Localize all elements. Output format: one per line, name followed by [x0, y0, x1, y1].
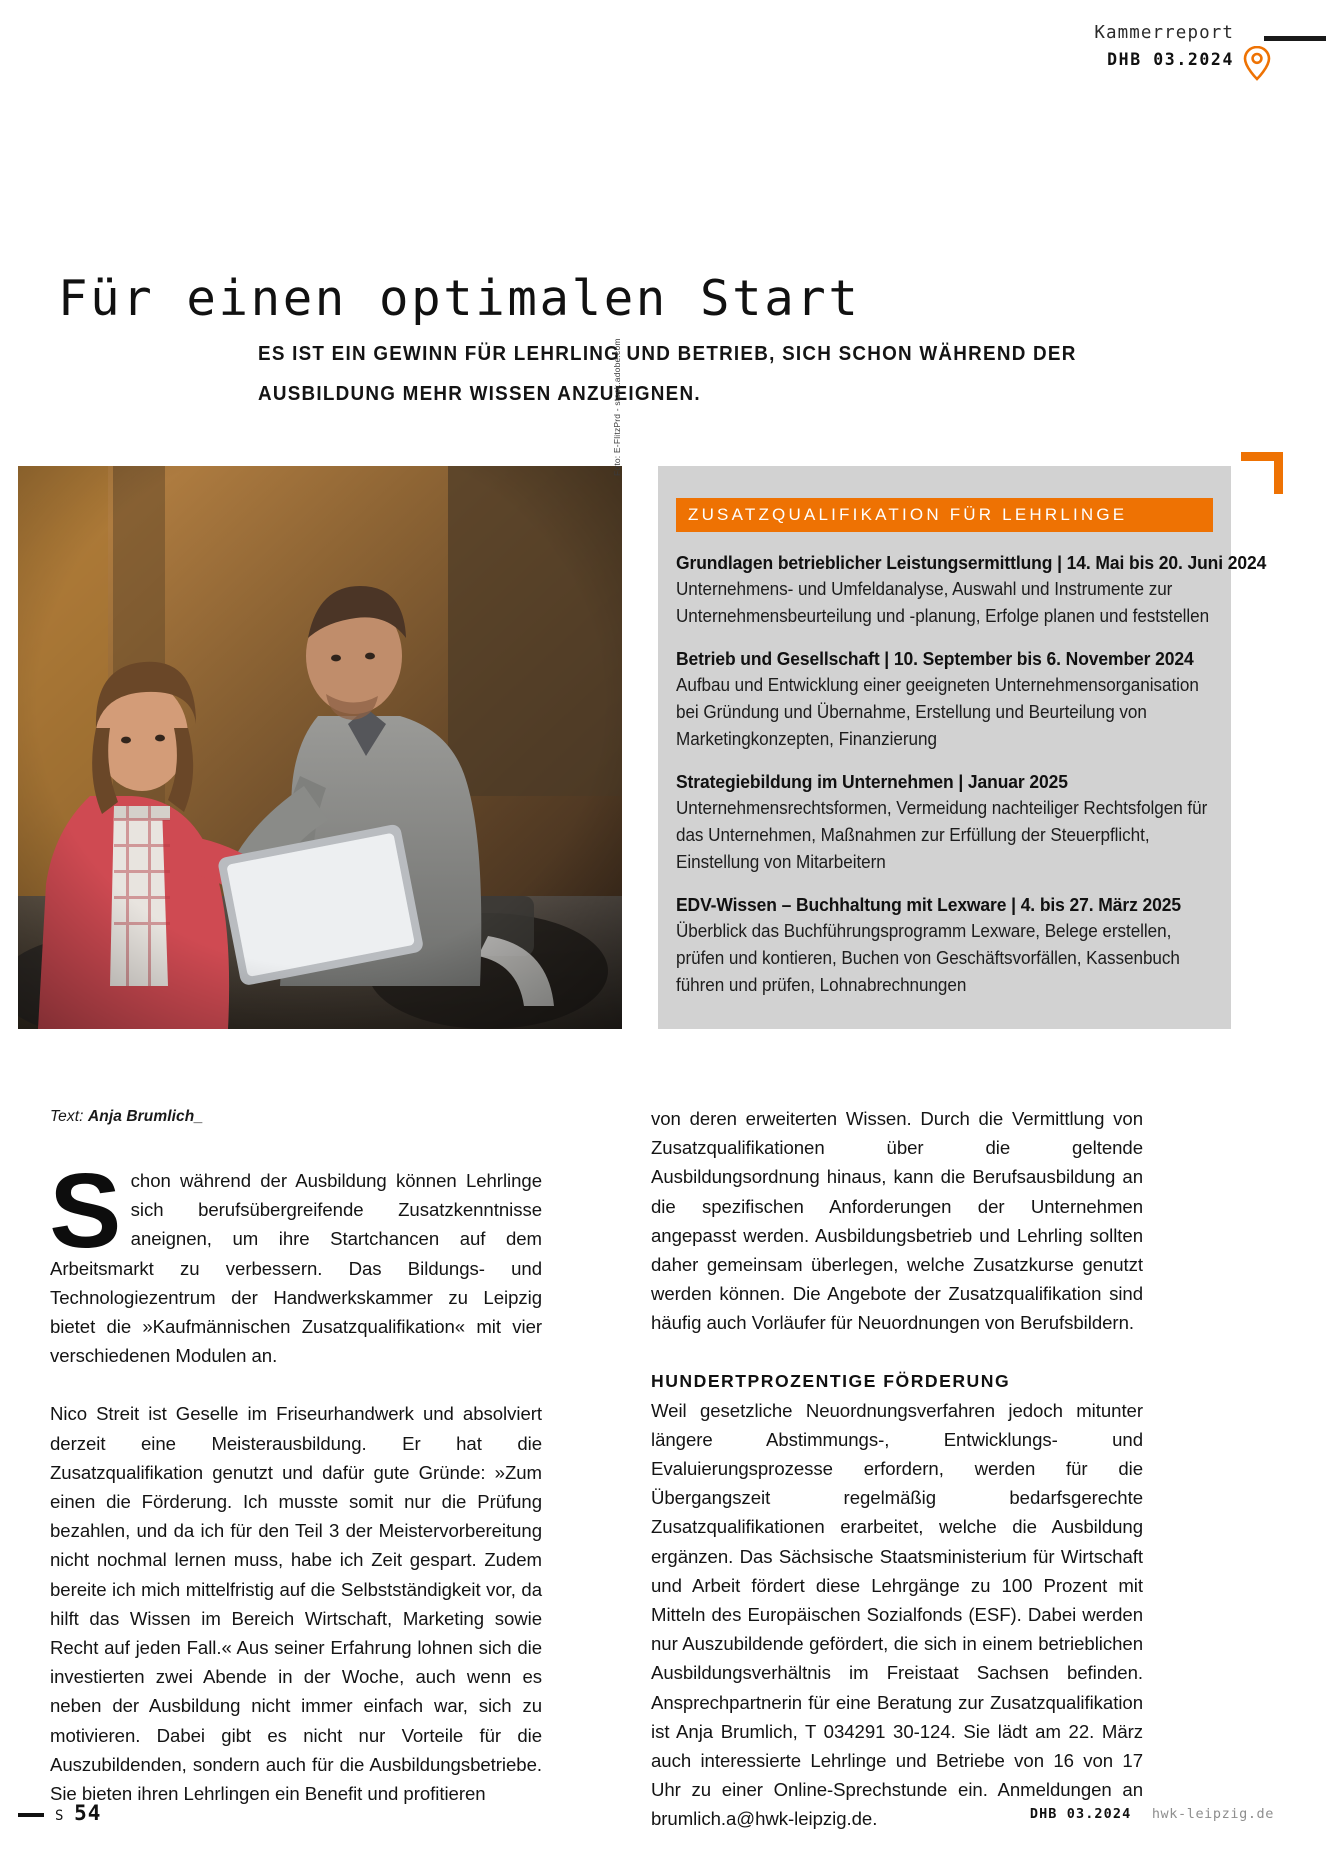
byline-author: Anja Brumlich_	[87, 1108, 204, 1125]
article-column-left	[49, 1152, 542, 1808]
page-number-group	[55, 1801, 101, 1825]
course-item	[676, 769, 1213, 875]
infobox-zusatzqualifikation	[658, 466, 1267, 1029]
page-prefix: S	[55, 1808, 65, 1824]
course-body: Aufbau und Entwicklung einer geeigneten Unternehmensorganisation bei Gründung und Übernahme, Erstellung und Beurteilung von Marketingkonzepten, Finanzierung	[676, 674, 1199, 749]
publication-name: Kammerreport	[1094, 23, 1234, 43]
footer-meta	[1030, 1805, 1274, 1823]
article-column-right	[651, 1104, 1143, 1834]
article-subhead	[258, 334, 1077, 414]
infobox-title: ZUSATZQUALIFIKATION FÜR LEHRLINGE	[676, 498, 1213, 532]
header-text-group	[1094, 22, 1234, 72]
page-header	[0, 22, 1326, 82]
paragraph: Nico Streit ist Geselle im Friseurhandwerk und absolviert derzeit eine Meisterausbildung. Er hat die Zusatzqualifikation genutzt und dafür gute Gründe: »Zum einen die Förderung. Ich musste somit nur die Prüfung bezahlen, und da ich für den Teil 3 der Meistervorbereitung nicht nochmal lernen muss, habe ich Zeit gespart. Zudem bereite ich mich mittelfristig auf die Selbstständigkeit vor, da hilft das Wissen im Bereich Wirtschaft, Marketing sowie Recht auf jeden Fall.« Aus seiner Erfahrung lohnen sich die investierten zwei Abende in der Woche, auch wenn es neben der Ausbildung nicht immer einfach war, sich zu motivieren. Dabei gibt es nicht nur Vorteile für die Auszubildenden, sondern auch für die Ausbildungsbetriebe. Sie bieten ihren Lehrlingen ein Benefit und profitieren	[50, 1403, 542, 1805]
paragraph-text: chon während der Ausbildung können Lehrlinge sich berufsübergreifende Zusatzkenntnisse aneignen, um ihre Startchancen auf dem Arbeitsmarkt zu verbessern. Das Bildungs- und Technologiezentrum der Handwerkskammer zu Leipzig bietet die »Kaufmännischen Zusatzqualifikation« mit vier verschiedenen Modulen an.	[50, 1170, 542, 1367]
media-band	[18, 466, 1267, 1029]
paragraph	[49, 1152, 542, 1370]
subhead-line-1: ES IST EIN GEWINN FÜR LEHRLING UND BETRIEB, SICH SCHON WÄHREND DER	[258, 342, 1077, 365]
course-heading: Betrieb und Gesellschaft | 10. September bis 6. November 2024	[676, 648, 1194, 669]
course-body: Unternehmensrechtsformen, Vermeidung nachteiliger Rechtsfolgen für das Unternehmen, Maßnahmen zur Erfüllung der Steuerpflicht, Einstellung von Mitarbeitern	[676, 797, 1208, 872]
decorative-corner-bracket	[1241, 452, 1283, 494]
subhead-line-2: AUSBILDUNG MEHR WISSEN ANZUEIGNEN.	[258, 382, 701, 405]
course-body: Überblick das Buchführungsprogramm Lexware, Belege erstellen, prüfen und kontieren, Buchen von Geschäftsvorfällen, Kassenbuch führen und prüfen, Lohnabrechnungen	[676, 920, 1180, 995]
footer-issue: DHB 03.2024	[1029, 1806, 1132, 1822]
location-pin-icon	[1240, 44, 1274, 82]
page-number: 54	[74, 1801, 102, 1825]
course-item	[676, 892, 1213, 998]
page-footer	[0, 1801, 1326, 1831]
course-heading: Grundlagen betrieblicher Leistungsermittlung | 14. Mai bis 20. Juni 2024	[676, 552, 1267, 573]
photo-credit: Foto: E-FlitzPrd - stock.adobe.com	[612, 338, 622, 476]
course-item	[676, 646, 1213, 752]
course-heading: Strategiebildung im Unternehmen | Januar 2025	[676, 771, 1068, 792]
paragraph: Weil gesetzliche Neuordnungsverfahren jedoch mitunter längere Abstimmungs-, Entwicklungs- und Evaluierungsprozesse erfordern, werden für die Übergangszeit regelmäßig bedarfsgerechte Zusatzqualifikationen erarbeitet, welche die Ausbildung ergänzen. Das Sächsische Staatsministerium für Wirtschaft und Arbeit fördert diese Lehrgänge zu 100 Prozent mit Mitteln des Europäischen Sozialfonds (ESF). Dabei werden nur Auszubildende gefördert, die sich in einem betrieblichen Ausbildungsverhältnis im Freistaat Sachsen befinden. Ansprechpartnerin für eine Beratung zur Zusatzqualifikation ist Anja Brumlich, T 034291 30-124. Sie lädt am 22. März auch interessierte Lehrlinge und Betriebe von 16 von 17 Uhr zu einer Online-Sprechstunde ein. Anmeldungen an brumlich.a@hwk-leipzig.de.	[651, 1399, 1143, 1830]
issue-label: DHB 03.2024	[1107, 50, 1234, 69]
section-subheading: HUNDERTPROZENTIGE FÖRDERUNG	[651, 1370, 1011, 1391]
footer-url[interactable]: hwk-leipzig.de	[1151, 1806, 1274, 1822]
byline	[50, 1108, 203, 1126]
course-body: Unternehmens- und Umfeldanalyse, Auswahl und Instrumente zur Unternehmensbeurteilung und -planung, Erfolge planen und feststellen	[676, 578, 1210, 626]
course-item	[676, 550, 1267, 629]
header-rule	[1264, 36, 1326, 41]
drop-cap: S	[49, 1152, 122, 1270]
byline-label: Text:	[50, 1108, 84, 1125]
infobox-course-list	[676, 550, 1267, 998]
footer-rule	[18, 1813, 44, 1817]
apprentice-and-trainer-with-tablet-photo	[18, 466, 622, 1029]
paragraph: von deren erweiterten Wissen. Durch die Vermittlung von Zusatzqualifikationen über die geltende Ausbildungsordnung hinaus, kann die Berufsausbildung an die spezifischen Anforderungen der Unternehmen angepasst werden. Ausbildungsbetrieb und Lehrling sollten daher gemeinsam überlegen, welche Zusatzkurse genutzt werden können. Die Angebote der Zusatzqualifikation sind häufig auch Vorläufer für Neuordnungen von Berufsbildern.	[651, 1108, 1143, 1334]
course-heading: EDV-Wissen – Buchhaltung mit Lexware | 4. bis 27. März 2025	[676, 894, 1181, 915]
article-headline: Für einen optimalen Start	[58, 269, 861, 327]
